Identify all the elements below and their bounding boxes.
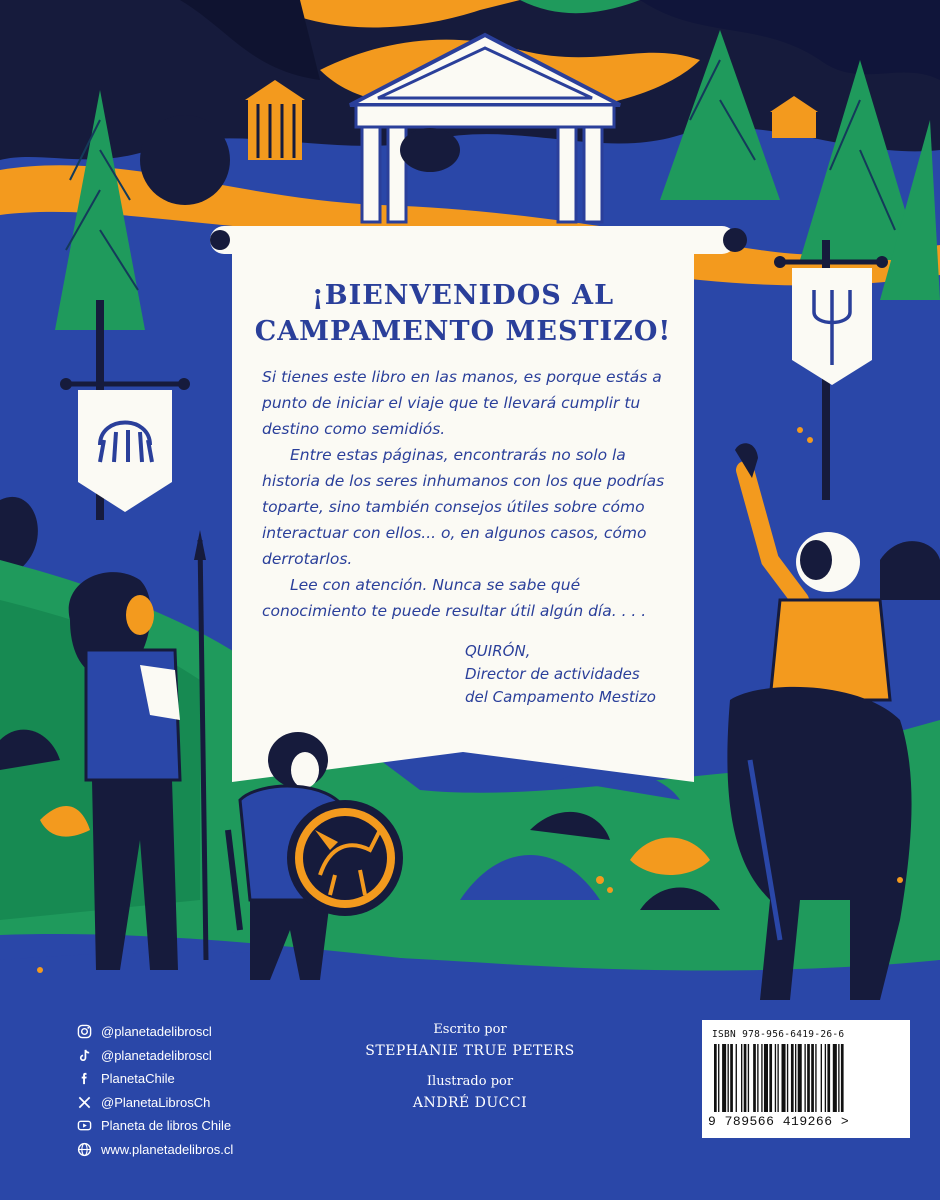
social-item-facebook[interactable]: [76, 1067, 306, 1091]
isbn-barcode: [702, 1020, 910, 1138]
social-item-youtube[interactable]: [76, 1114, 306, 1138]
barcode-bar: [718, 1044, 719, 1112]
barcode-bar: [787, 1044, 788, 1112]
social-item-tiktok[interactable]: [76, 1044, 306, 1068]
globe-icon: [76, 1141, 92, 1157]
signature-role-line-2: del Campamento Mestizo: [465, 688, 656, 706]
social-label-instagram: @planetadelibroscl: [101, 1024, 212, 1040]
barcode-bar: [748, 1044, 749, 1112]
barcode-bar: [833, 1044, 837, 1112]
banner-title: [232, 278, 694, 350]
barcode-bar: [761, 1044, 762, 1112]
letter-paragraph-3: Lee con atención. Nunca se sabe qué conocimiento te puede resultar útil algún día. . . .: [262, 576, 647, 620]
barcode-bar: [777, 1044, 778, 1112]
social-label-x: @PlanetaLibrosCh: [101, 1094, 211, 1110]
barcode-bars: [712, 1044, 900, 1112]
author-name: STEPHANIE TRUE PETERS: [365, 1043, 575, 1059]
social-item-instagram[interactable]: [76, 1020, 306, 1044]
banner-title-line-2: CAMPAMENTO MESTIZO!: [254, 316, 672, 347]
barcode-bar: [821, 1044, 822, 1112]
barcode-bar: [841, 1044, 844, 1112]
signature-name: QUIRÓN,: [465, 642, 531, 660]
letter-paragraph-2: Entre estas páginas, encontrarás no solo la historia de los seres inhumanos con los que podrías toparte, sino también consejos útiles sobre cómo interactuar con ellos... o, en algunos casos, cómo derrotarlos.: [262, 446, 665, 568]
barcode-bar: [757, 1044, 758, 1112]
credits: [320, 1020, 620, 1124]
tiktok-icon: [76, 1047, 92, 1063]
written-by-label: Escrito por: [433, 1022, 507, 1037]
barcode-bar: [825, 1044, 826, 1112]
facebook-icon: [76, 1071, 92, 1087]
letter-signature: [465, 640, 695, 709]
barcode-bar: [798, 1044, 802, 1112]
barcode-bar: [811, 1044, 814, 1112]
barcode-bar: [714, 1044, 717, 1112]
barcode-bar: [807, 1044, 810, 1112]
barcode-bar: [722, 1044, 726, 1112]
barcode-bar: [804, 1044, 805, 1112]
social-item-website[interactable]: [76, 1138, 306, 1162]
barcode-digits: 9 789566 419266 >: [708, 1114, 850, 1129]
letter-body: [262, 364, 688, 624]
barcode-bar: [775, 1044, 776, 1112]
banner-title-line-1: ¡BIENVENIDOS AL: [311, 280, 615, 311]
barcode-bar: [744, 1044, 747, 1112]
barcode-bar: [795, 1044, 796, 1112]
illustrator-name: ANDRÉ DUCCI: [412, 1095, 528, 1111]
social-label-tiktok: @planetadelibroscl: [101, 1047, 212, 1063]
instagram-icon: [76, 1024, 92, 1040]
x-icon: [76, 1094, 92, 1110]
barcode-bar: [736, 1044, 737, 1112]
barcode-bar: [782, 1044, 786, 1112]
social-label-youtube: Planeta de libros Chile: [101, 1118, 232, 1134]
social-label-facebook: PlanetaChile: [101, 1071, 175, 1087]
barcode-bar: [791, 1044, 794, 1112]
signature-role-line-1: Director de actividades: [465, 665, 640, 683]
social-label-website: www.planetadelibros.cl: [101, 1141, 234, 1157]
barcode-bar: [815, 1044, 816, 1112]
isbn-label: ISBN 978-956-6419-26-6: [712, 1029, 845, 1040]
barcode-bar: [741, 1044, 742, 1112]
illustrated-by-label: Ilustrado por: [426, 1074, 514, 1089]
barcode-bar: [728, 1044, 729, 1112]
youtube-icon: [76, 1118, 92, 1134]
barcode-bar: [769, 1044, 772, 1112]
letter-paragraph-1: Si tienes este libro en las manos, es porque estás a punto de iniciar el viaje que te llevará cumplir tu destino como semidiós.: [262, 368, 662, 438]
barcode-bar: [753, 1044, 756, 1112]
social-links: [76, 1020, 306, 1161]
barcode-bar: [730, 1044, 733, 1112]
social-item-x[interactable]: [76, 1091, 306, 1115]
barcode-bar: [838, 1044, 839, 1112]
barcode-bar: [764, 1044, 768, 1112]
barcode-bar: [827, 1044, 830, 1112]
